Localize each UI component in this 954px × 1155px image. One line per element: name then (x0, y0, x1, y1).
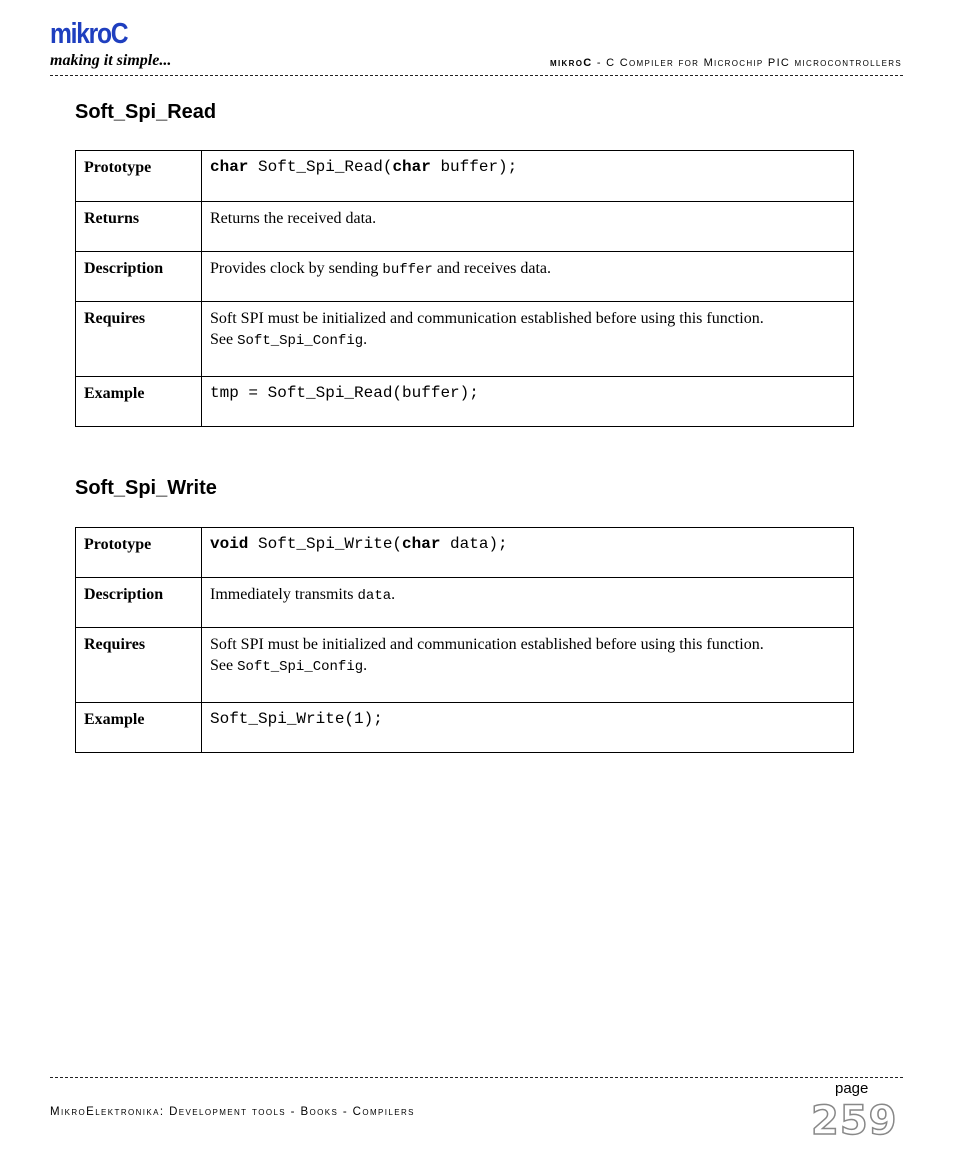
soft-spi-read-table (75, 150, 854, 427)
description-text (202, 252, 854, 302)
row-label: Description (76, 252, 202, 302)
text-segment: and receives data. (432, 260, 551, 277)
inline-code: Soft_Spi_Config (237, 659, 364, 675)
returns-row (76, 202, 854, 252)
returns-text: Returns the received data. (202, 202, 854, 252)
text-line: Soft SPI must be initialized and communication established before using this function. (210, 310, 764, 327)
keyword: char (392, 158, 431, 176)
example-code: Soft_Spi_Write(1); (202, 703, 854, 753)
text-segment: Immediately transmits (210, 586, 358, 603)
prototype-code (202, 528, 854, 578)
page-label: page (835, 1080, 869, 1097)
section-title-soft-spi-write: Soft_Spi_Write (75, 477, 217, 499)
row-label: Prototype (76, 528, 202, 578)
footer-divider (50, 1077, 903, 1078)
text-segment: . (363, 331, 368, 348)
product-name: mikroC (550, 57, 593, 69)
example-row (76, 703, 854, 753)
code-text: Soft_Spi_Write( (248, 535, 403, 553)
text-segment: See (210, 657, 238, 674)
row-label: Example (76, 377, 202, 427)
example-row (76, 377, 854, 427)
prototype-code (202, 151, 854, 202)
row-label: Requires (76, 628, 202, 703)
requires-row (76, 628, 854, 703)
text-segment: Provides clock by sending (210, 260, 383, 277)
row-label: Requires (76, 302, 202, 377)
prototype-row (76, 151, 854, 202)
keyword: char (402, 535, 441, 553)
keyword: char (210, 158, 249, 176)
prototype-row (76, 528, 854, 578)
code-text: data); (440, 535, 508, 553)
row-label: Example (76, 703, 202, 753)
requires-text (202, 302, 854, 377)
text-line (210, 329, 845, 352)
mikroc-logo: mikroC (50, 18, 128, 50)
row-label: Prototype (76, 151, 202, 202)
description-row (76, 578, 854, 628)
inline-code: buffer (382, 262, 433, 278)
logo-tagline: making it simple... (50, 52, 172, 69)
inline-code: data (357, 588, 392, 604)
soft-spi-write-table (75, 527, 854, 753)
running-header (550, 58, 902, 69)
header-divider (50, 75, 903, 76)
description-text (202, 578, 854, 628)
row-label: Description (76, 578, 202, 628)
row-label: Returns (76, 202, 202, 252)
text-segment: See (210, 331, 238, 348)
page-number: 259 (811, 1098, 898, 1144)
text-line (210, 655, 845, 678)
example-code: tmp = Soft_Spi_Read(buffer); (202, 377, 854, 427)
code-text: buffer); (430, 158, 518, 176)
section-title-soft-spi-read: Soft_Spi_Read (75, 101, 217, 123)
text-line: Soft SPI must be initialized and communication established before using this function. (210, 636, 764, 653)
header-title: - C Compiler for Microchip PIC microcontrollers (592, 57, 902, 69)
description-row (76, 252, 854, 302)
inline-code: Soft_Spi_Config (237, 333, 364, 349)
publisher-footer: MikroElektronika: Development tools - Books - Compilers (50, 1106, 415, 1118)
code-text: Soft_Spi_Read( (248, 158, 393, 176)
keyword: void (210, 535, 249, 553)
requires-row (76, 302, 854, 377)
requires-text (202, 628, 854, 703)
text-segment: . (391, 586, 396, 603)
text-segment: . (363, 657, 368, 674)
